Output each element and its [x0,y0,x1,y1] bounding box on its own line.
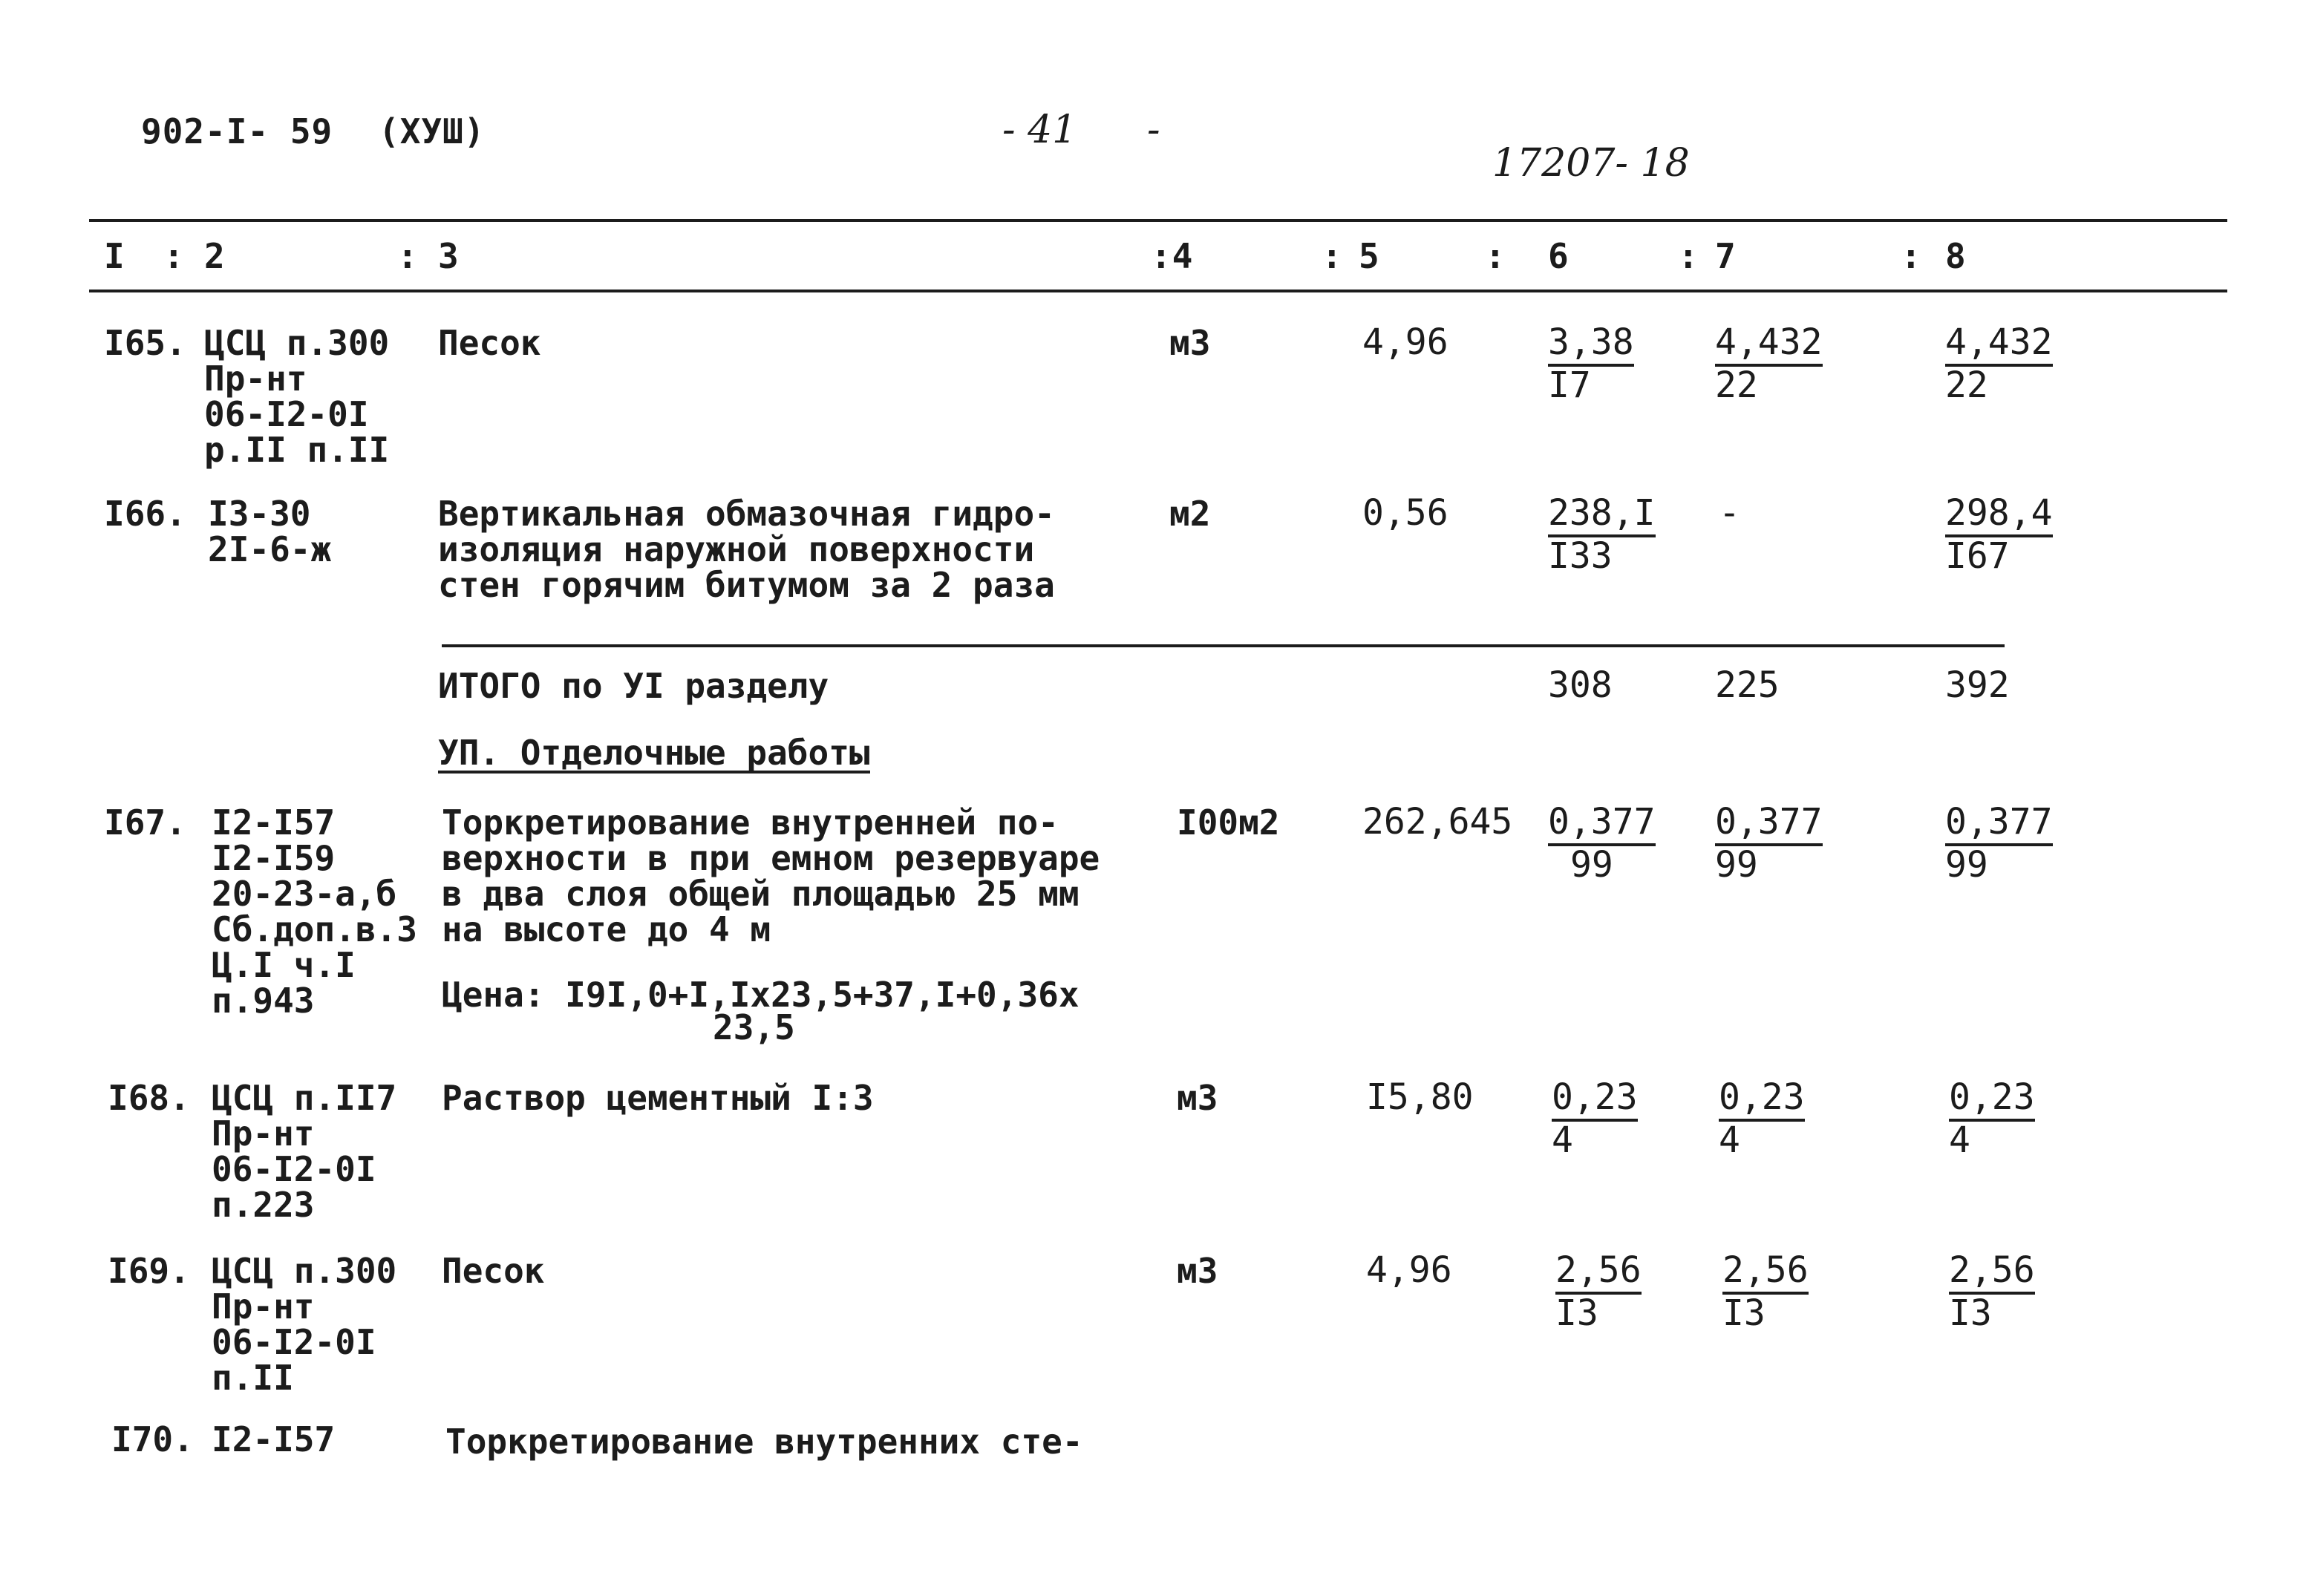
col-header-3: 3 [438,236,460,276]
row-number: I68. [108,1078,190,1118]
row-code: ЦСЦ п.II7 Пр-нт 06-I2-0I п.223 [212,1078,397,1225]
col-sep: : [163,236,185,276]
header-bottom-rule [89,290,2227,292]
row-number: I66. [104,494,186,534]
price-formula: Цена: I9I,0+I,Ix23,5+37,I+0,36x [442,975,1079,1015]
row-qty: 4,96 [1362,321,1448,363]
row-number: I67. [104,802,186,843]
total-6: 308 [1548,664,1613,706]
cost-7: 2,56 I3 [1722,1249,1809,1334]
row-name: Песок [438,323,541,363]
col-header-2: 2 [204,236,226,276]
row-name: Вертикальная обмазочная гидро- изоляция наружной поверхности стен горячим битумом за 2 раза [438,494,1055,605]
row-qty: 4,96 [1366,1249,1452,1291]
page-dash: - [1147,108,1160,152]
cost-8: 2,56 I3 [1949,1249,2035,1334]
row-unit: м3 [1177,1251,1218,1291]
row-number: I70. [111,1419,194,1459]
row-unit: м3 [1169,323,1211,363]
sheet-code: 17207- 18 [1492,141,1690,186]
cost-6: 0,23 4 [1552,1076,1638,1161]
row-name: Раствор цементный I:3 [442,1078,874,1118]
cost-7: 0,377 99 [1715,801,1823,886]
page-number: - 41 [1002,108,1077,152]
cost-7: 0,23 4 [1719,1076,1805,1161]
row-code: ЦСЦ п.300 Пр-нт 06-I2-0I р.II п.II [204,323,390,470]
cost-6: 238,I I33 [1548,492,1656,577]
cost-8: 0,23 4 [1949,1076,2035,1161]
row-name: Торкретирование внутренних сте- [445,1422,1083,1462]
row-qty: 262,645 [1362,801,1513,843]
col-sep: : [1678,236,1699,276]
cost-6: 2,56 I3 [1555,1249,1642,1334]
header-top-rule [89,219,2227,222]
col-header-1: I [104,236,125,276]
col-sep: : [397,236,419,276]
row-qty: 0,56 [1362,492,1448,534]
cost-6: 3,38 I7 [1548,321,1634,406]
section-title: УП. Отделочные работы [438,733,870,773]
row-unit: м3 [1177,1078,1218,1118]
row-unit: м2 [1169,494,1211,534]
subtotal-rule [442,644,2005,647]
cost-8: 0,377 99 [1945,801,2053,886]
doc-code: 902-I- 59 [141,111,333,151]
col-sep: : [1322,236,1343,276]
row-name: Торкретирование внутренней по- верхности в при емном резервуаре в два слоя общей площадью 25 мм на высоте до 4 м [442,802,1100,949]
total-label: ИТОГО по УI разделу [438,666,829,706]
col-header-6: 6 [1548,236,1570,276]
col-header-8: 8 [1945,236,1967,276]
row-code: I3-30 2I-6-ж [208,494,332,569]
col-sep: : [1901,236,1922,276]
cost-8: 298,4 I67 [1945,492,2053,577]
cost-6: 0,377 99 [1548,801,1656,886]
col-header-7: 7 [1715,236,1737,276]
cost-7: 4,432 22 [1715,321,1823,406]
doc-volume: (ХУШ) [379,111,486,151]
row-unit: I00м2 [1177,802,1280,843]
cost-8: 4,432 22 [1945,321,2053,406]
price-formula-cont: 23,5 [713,1007,795,1047]
row-number: I69. [108,1251,190,1291]
cost-7: - [1719,492,1740,534]
col-sep: : [1485,236,1506,276]
col-header-5: 5 [1359,236,1380,276]
row-name: Песок [442,1251,545,1291]
row-code: ЦСЦ п.300 Пр-нт 06-I2-0I п.II [212,1251,397,1398]
total-7: 225 [1715,664,1780,706]
col-header-4: :4 [1151,236,1194,276]
row-qty: I5,80 [1366,1076,1474,1118]
row-code: I2-I57 [212,1419,336,1459]
total-8: 392 [1945,664,2010,706]
row-code: I2-I57 I2-I59 20-23-а,б Сб.доп.в.3 Ц.I ч.I п.943 [212,802,417,1021]
row-number: I65. [104,323,186,363]
